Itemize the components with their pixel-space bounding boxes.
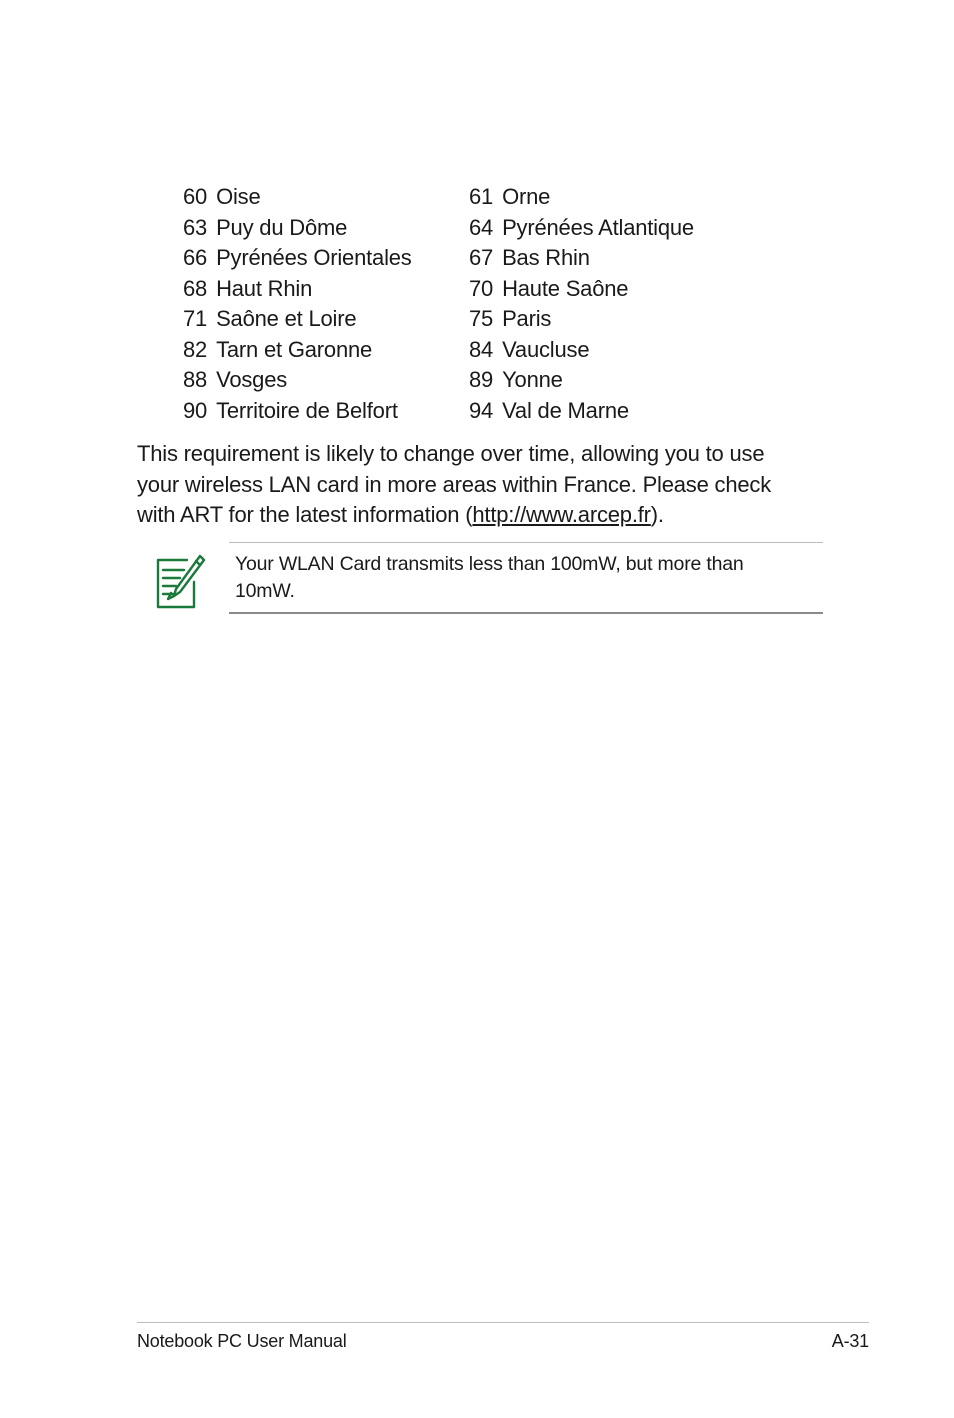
department-entry [183,276,469,302]
department-name: Yonne [502,367,563,393]
department-code: 94 [469,397,494,423]
department-entry [469,367,563,393]
department-entry [469,306,551,332]
department-row [183,213,783,244]
department-name: Oise [216,184,261,210]
department-entry [469,215,694,241]
department-code: 61 [469,184,494,210]
department-code: 64 [469,214,494,240]
paragraph-line: your wireless LAN card in more areas within France. Please check [137,471,772,497]
department-code: 66 [183,245,208,271]
department-name: Paris [502,306,552,332]
note-line: Your WLAN Card transmits less than 100mW, but more than [235,553,744,575]
department-row [183,182,783,213]
department-row [183,243,783,274]
department-name: Vosges [216,367,288,393]
department-name: Puy du Dôme [216,214,348,240]
department-row [183,396,783,427]
requirement-paragraph [137,439,837,531]
note-line: 10mW. [235,580,295,602]
department-code: 89 [469,367,494,393]
paragraph-text: with ART for the latest information ( [137,502,473,527]
department-code: 71 [183,306,208,332]
department-code: 68 [183,275,208,301]
department-code: 60 [183,184,208,210]
department-name: Pyrénées Orientales [216,245,412,271]
department-name: Territoire de Belfort [216,397,398,423]
department-list [183,182,783,426]
department-name: Val de Marne [502,397,629,423]
department-entry [469,276,628,302]
department-code: 84 [469,336,494,362]
department-name: Haut Rhin [216,275,313,301]
department-name: Vaucluse [502,336,590,362]
department-name: Pyrénées Atlantique [502,214,694,240]
footer-divider [137,1322,869,1323]
department-entry [183,306,469,332]
note-pencil-icon [154,552,206,610]
department-code: 63 [183,214,208,240]
department-row [183,335,783,366]
department-entry [183,367,469,393]
department-name: Orne [502,184,551,210]
footer-title: Notebook PC User Manual [137,1331,347,1351]
note-text [235,551,810,605]
department-code: 67 [469,245,494,271]
paragraph-text: ). [650,502,664,527]
department-entry [183,184,469,210]
department-row [183,274,783,305]
department-entry [183,215,469,241]
department-row [183,365,783,396]
department-entry [183,337,469,363]
department-name: Bas Rhin [502,245,590,271]
department-entry [183,245,469,271]
note-box [229,542,823,614]
paragraph-line [137,500,837,531]
arcep-link[interactable]: http://www.arcep.fr [472,502,651,527]
department-code: 82 [183,336,208,362]
department-code: 88 [183,367,208,393]
department-entry [183,398,469,424]
paragraph-line: This requirement is likely to change over time, allowing you to use [137,441,765,466]
department-row [183,304,783,335]
department-code: 90 [183,397,208,423]
department-name: Tarn et Garonne [216,336,373,362]
page-number: A-31 [831,1331,869,1351]
department-entry [469,184,550,210]
department-entry [469,245,590,271]
department-code: 75 [469,306,494,332]
department-name: Saône et Loire [216,306,357,332]
department-entry [469,337,589,363]
department-name: Haute Saône [502,275,629,301]
department-entry [469,398,629,424]
department-code: 70 [469,275,494,301]
